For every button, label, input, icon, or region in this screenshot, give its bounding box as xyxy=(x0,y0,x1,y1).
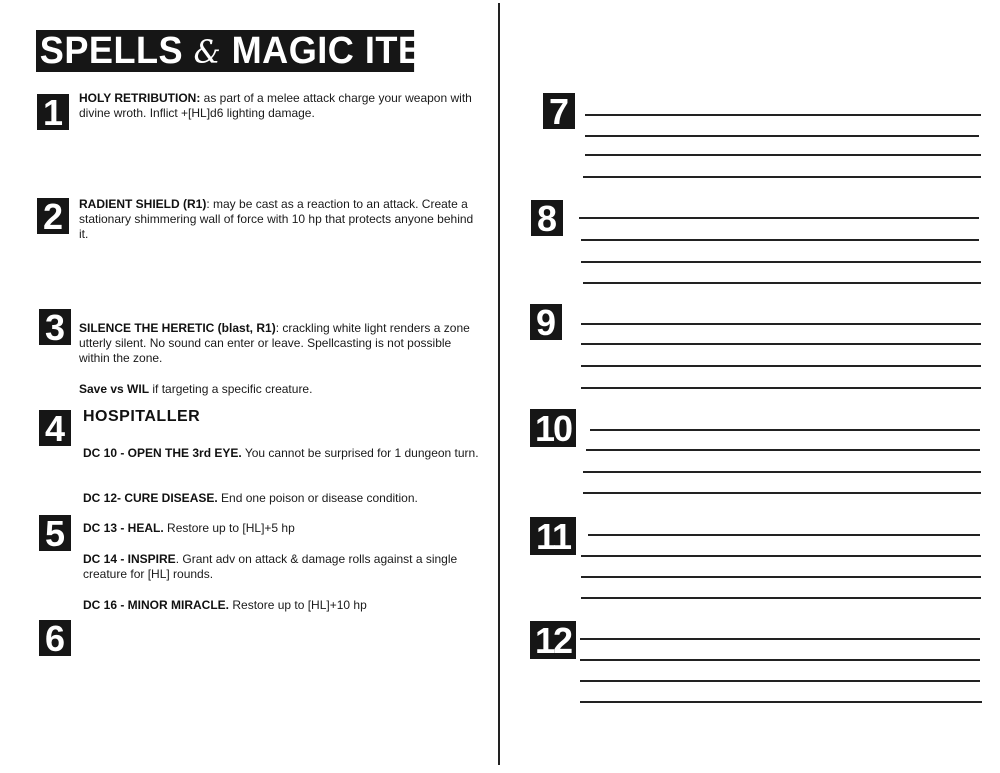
page-title xyxy=(36,30,478,72)
slot-number-1: 1 xyxy=(37,94,69,130)
hospitaller-item xyxy=(83,552,483,582)
spell-name: SILENCE THE HERETIC (blast, R1) xyxy=(79,321,276,335)
spell-save-note xyxy=(79,382,475,397)
item-name: DC 14 - INSPIRE xyxy=(83,552,176,566)
hospitaller-item xyxy=(83,521,483,536)
writing-line xyxy=(581,576,981,578)
save-label: Save vs WIL xyxy=(79,382,150,396)
item-name: DC 12- CURE DISEASE. xyxy=(83,491,218,505)
spell-entry-3 xyxy=(79,321,475,366)
item-description: Restore up to [HL]+5 hp xyxy=(163,521,295,535)
writing-line xyxy=(580,638,980,640)
slot-number-8: 8 xyxy=(531,200,563,236)
item-name: DC 10 - OPEN THE 3rd EYE. xyxy=(83,446,242,460)
title-part-2: MAGIC ITEMS xyxy=(221,30,478,72)
spell-name: HOLY RETRIBUTION: xyxy=(79,91,201,105)
spell-description: : may be cast as a reaction to an attack. Create a stationary shimmering wall of force with 10 hp that protects anyone behind it. xyxy=(79,197,474,241)
writing-line xyxy=(581,365,981,367)
slot-number-4: 4 xyxy=(39,410,71,446)
writing-line xyxy=(585,135,979,137)
title-part-1: SPELLS xyxy=(39,30,194,72)
writing-line xyxy=(586,449,980,451)
spell-entry-1 xyxy=(79,91,479,121)
item-description: . Grant adv on attack & damage rolls against a single creature for [HL] rounds. xyxy=(83,552,458,581)
writing-line xyxy=(581,323,981,325)
item-name: DC 16 - MINOR MIRACLE. xyxy=(83,598,230,612)
writing-line xyxy=(583,471,981,473)
writing-line xyxy=(585,154,981,156)
title-ampersand: & xyxy=(193,33,222,71)
slot-number-10: 10 xyxy=(530,409,576,447)
writing-line xyxy=(583,492,981,494)
spell-description: as part of a melee attack charge your weapon with divine wroth. Inflict +[HL]d6 lighting damage. xyxy=(79,91,472,120)
writing-line xyxy=(583,176,981,178)
slot-number-11: 11 xyxy=(530,517,576,555)
hospitaller-item xyxy=(83,491,483,506)
writing-line xyxy=(590,429,980,431)
slot-number-12: 12 xyxy=(530,621,576,659)
item-description: End one poison or disease condition. xyxy=(217,491,418,505)
slot-number-5: 5 xyxy=(39,515,71,551)
item-description: You cannot be surprised for 1 dungeon turn. xyxy=(241,446,479,460)
writing-line xyxy=(581,555,981,557)
slot-number-6: 6 xyxy=(39,620,71,656)
item-name: DC 13 - HEAL. xyxy=(83,521,164,535)
writing-line xyxy=(581,261,981,263)
writing-line xyxy=(585,114,981,116)
writing-line xyxy=(588,534,980,536)
writing-line xyxy=(583,282,981,284)
writing-line xyxy=(581,387,981,389)
writing-line xyxy=(580,701,982,703)
writing-line xyxy=(580,659,980,661)
writing-line xyxy=(580,680,980,682)
writing-line xyxy=(581,343,981,345)
hospitaller-heading: HOSPITALLER xyxy=(83,408,201,425)
spell-entry-2 xyxy=(79,197,481,242)
page-divider xyxy=(498,3,500,765)
hospitaller-item xyxy=(83,446,483,461)
writing-line xyxy=(581,597,981,599)
spell-name: RADIENT SHIELD (R1) xyxy=(79,197,207,211)
slot-number-7: 7 xyxy=(543,93,575,129)
item-description: Restore up to [HL]+10 hp xyxy=(229,598,367,612)
spell-description: : crackling white light renders a zone utterly silent. No sound can enter or leave. Spellcasting is not possible within the zone. xyxy=(79,321,470,365)
hospitaller-item xyxy=(83,598,483,613)
slot-number-3: 3 xyxy=(39,309,71,345)
save-text: if targeting a specific creature. xyxy=(149,382,313,396)
slot-number-9: 9 xyxy=(530,304,562,340)
slot-number-2: 2 xyxy=(37,198,69,234)
writing-line xyxy=(581,239,979,241)
writing-line xyxy=(579,217,979,219)
